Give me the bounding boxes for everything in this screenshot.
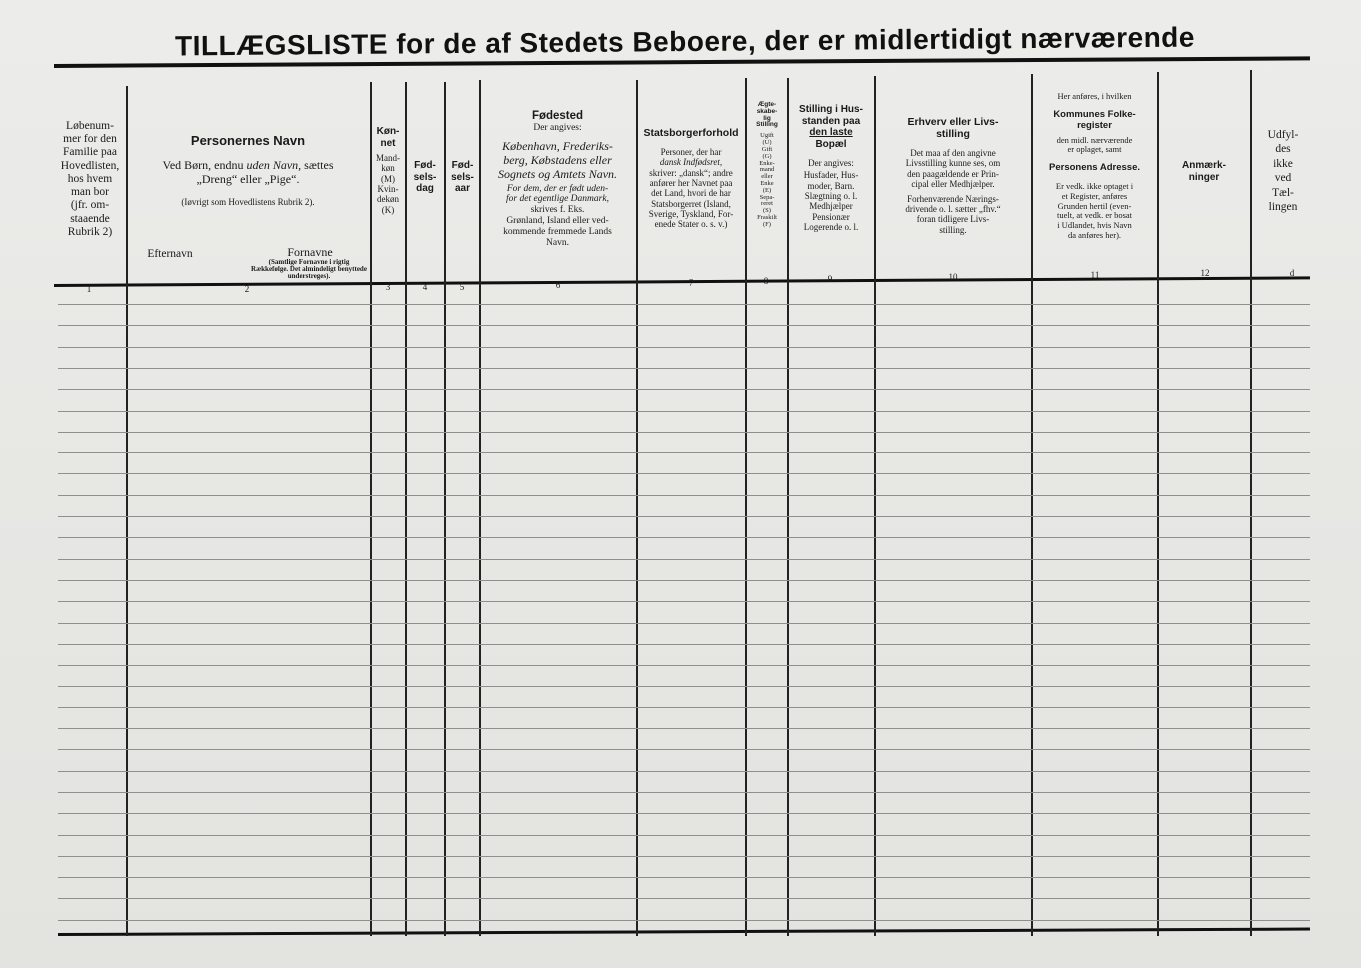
col4-line: dag <box>416 183 434 194</box>
col2-note: (Iøvrigt som Hovedlistens Rubrik 2). <box>181 196 315 207</box>
col11-number: 11 <box>1090 270 1100 280</box>
col13-line: Udfyl- <box>1267 129 1299 141</box>
col13-line: lingen <box>1268 200 1298 213</box>
form-row-line <box>58 686 1310 687</box>
col13-line: ikke <box>1273 157 1293 170</box>
column-divider <box>444 82 446 936</box>
col1-line: staaende <box>70 212 110 225</box>
col5-line: sels- <box>451 171 474 183</box>
col8-line: (E) <box>762 186 772 194</box>
col1-line: Løbenum- <box>66 120 114 132</box>
col1-line: Hovedlisten, <box>60 159 120 172</box>
col2-line2: „Dreng“ eller „Pige“. <box>196 171 300 186</box>
col6-line: kommende fremmede Lands <box>503 227 612 238</box>
col8-line: Sepa- <box>759 193 775 201</box>
col1-line: (jfr. om- <box>70 199 110 212</box>
column-divider <box>1157 72 1159 936</box>
col4-header <box>407 160 443 195</box>
col7-line: Sverige, Tyskland, For- <box>648 209 734 220</box>
form-row-line <box>58 559 1310 560</box>
form-row-line <box>58 580 1310 581</box>
col12-line: ninger <box>1188 171 1220 183</box>
col9-line: Pensionær <box>812 211 850 222</box>
col11-line: da anføres her). <box>1067 229 1122 240</box>
col2-header <box>130 134 366 207</box>
col8-heading: lig <box>763 114 771 122</box>
col8-line: (F) <box>763 220 771 228</box>
form-row-line <box>58 813 1310 814</box>
col6-line: Grønland, Island eller ved- <box>506 216 609 227</box>
col2-line1-italic: uden Navn, <box>246 157 302 172</box>
form-row-line <box>58 877 1310 878</box>
form-row-line <box>58 304 1310 305</box>
col8-line: (G) <box>762 152 772 160</box>
col4-line: Fød- <box>414 160 436 171</box>
col6-number: 6 <box>555 280 561 290</box>
col1-line: man bor <box>70 186 109 199</box>
col8-number: 8 <box>763 276 769 286</box>
col3-line: Kvin- <box>377 184 399 195</box>
col7-line: anfører her Navnet paa <box>649 178 733 189</box>
col1-line: Familie paa <box>63 146 117 159</box>
col13-line: ved <box>1274 172 1292 185</box>
col7-line: Personer, der har <box>660 147 722 158</box>
col5-line: aar <box>454 183 470 194</box>
col11-line: tuelt, at vedk. er bosat <box>1056 210 1133 221</box>
col2-sub-left: Efternavn <box>147 248 193 260</box>
form-row-line <box>58 389 1310 390</box>
col10-line: Livsstilling kunne ses, om <box>905 158 1001 169</box>
col9-number: 9 <box>827 274 833 284</box>
col6-line: skrives f. Eks. <box>530 205 585 216</box>
col13-header <box>1253 128 1313 214</box>
col12-line: Anmærk- <box>1182 160 1226 171</box>
col8-line: Gift <box>761 145 773 153</box>
col3-header <box>372 126 404 215</box>
form-row-line <box>58 920 1310 921</box>
form-row-line <box>58 835 1310 836</box>
col10-line: den paagældende er Prin- <box>907 168 999 179</box>
form-row-line <box>58 707 1310 708</box>
col1-line: hos hvem <box>67 172 113 185</box>
col10-heading: Erhverv eller Livs- <box>907 116 999 128</box>
form-row-line <box>58 432 1310 433</box>
col7-line: skriver: „dansk“; andre <box>649 167 733 178</box>
col8-line: Enke <box>760 179 774 187</box>
form-row-line <box>58 452 1310 453</box>
col11-line: et Register, anføres <box>1061 190 1128 201</box>
col9-heading: den laste <box>809 127 853 138</box>
col2-line1: Ved Børn, endnu <box>162 157 244 172</box>
form-row-line <box>58 411 1310 412</box>
col1-header <box>56 120 124 239</box>
col11-heading: register <box>1077 119 1112 131</box>
col10-line: stilling. <box>939 224 967 235</box>
col8-line: (S) <box>763 207 771 215</box>
col11-heading: Kommunes Folke- <box>1053 108 1136 120</box>
col9-sub: Der angives: <box>808 158 854 168</box>
col2-heading: Personernes Navn <box>190 133 306 148</box>
bottom-rule <box>58 928 1310 936</box>
col11-line: den midl. nærværende <box>1056 134 1133 145</box>
form-row-line <box>58 749 1310 750</box>
col3-line: dekøn <box>377 194 399 205</box>
col7-header <box>638 127 744 230</box>
form-row-line <box>58 856 1310 857</box>
col8-header <box>747 102 787 229</box>
col13-number: d <box>1289 268 1295 278</box>
col1-line: mer for den <box>63 133 117 146</box>
col13-line: des <box>1275 143 1291 156</box>
form-row-line <box>58 898 1310 899</box>
col3-number: 3 <box>385 282 391 292</box>
col3-line: (K) <box>381 204 395 215</box>
col5-number: 5 <box>459 282 465 292</box>
col10-line: Det maa af den angivne <box>910 148 996 159</box>
form-row-line <box>58 644 1310 645</box>
col1-line: Rubrik 2) <box>67 225 113 238</box>
form-row-line <box>58 325 1310 326</box>
col6-line: Sognets og Amtets Navn. <box>497 166 618 181</box>
col8-line: mand <box>759 166 775 174</box>
col7-heading: Statsborgerforhold <box>643 127 739 139</box>
col8-heading: skabe- <box>756 107 778 115</box>
col13-line: Tæl- <box>1272 186 1294 199</box>
form-row-line <box>58 792 1310 793</box>
col10-line: foran tidligere Livs- <box>916 214 990 225</box>
form-title: TILLÆGSLISTE for de af Stedets Beboere, der er midlertidigt nærværende <box>174 21 1196 62</box>
col10-header <box>876 116 1030 235</box>
form-row-line <box>58 771 1310 772</box>
form-row-line <box>58 623 1310 624</box>
col9-heading: Bopæl <box>815 138 847 150</box>
col2-line1-end: sættes <box>304 157 334 172</box>
col4-line: sels- <box>413 171 437 183</box>
col8-line: eller <box>761 173 773 181</box>
col6-line: for det egentlige Danmark, <box>506 194 609 205</box>
col10-line: cipal eller Medhjælper. <box>911 179 995 190</box>
col4-number: 4 <box>422 282 428 292</box>
col10-line: drivende o. l. sætter „fhv.“ <box>905 203 1001 214</box>
form-row-line <box>58 473 1310 474</box>
col6-sub: Der angives: <box>533 123 582 134</box>
col9-line: Husfader, Hus- <box>803 170 859 181</box>
col11-line: i Udlandet, hvis Navn <box>1057 220 1132 231</box>
col2-sub-right: Fornavne <box>287 245 333 259</box>
col11-line: Grunden hertil (even- <box>1057 200 1132 211</box>
col9-header <box>789 104 873 232</box>
col12-number: 12 <box>1200 268 1210 278</box>
col3-heading: Køn-net <box>376 126 400 149</box>
col10-number: 10 <box>948 272 958 282</box>
col11-top: Her anføres, i hvilken <box>1057 91 1132 101</box>
form-row-line <box>58 728 1310 729</box>
col8-line: Enke- <box>759 159 775 167</box>
col6-line: berg, Købstadens eller <box>503 152 612 167</box>
col9-heading: standen paa <box>801 115 861 127</box>
col5-header <box>446 160 479 195</box>
col8-line: (U) <box>762 139 772 147</box>
col2-number: 2 <box>244 284 250 294</box>
col3-line: køn <box>381 163 395 174</box>
form-row-line <box>58 516 1310 517</box>
col2-sub-right-note: (Samtlige Fornavne i rigtig Rækkefølge. Det almindeligt benyttede understreges). <box>251 258 367 280</box>
col8-heading: Stilling <box>756 121 778 129</box>
col5-line: Fød- <box>451 160 474 171</box>
col8-line: Ugift <box>760 132 774 140</box>
col7-line: Statsborgerret (Island, <box>651 198 731 209</box>
form-row-line <box>58 368 1310 369</box>
col11-line: Er vedk. ikke optaget i <box>1055 181 1134 192</box>
col8-line: reret <box>761 200 773 208</box>
col11-header <box>1033 92 1156 241</box>
col11-line: er oplaget, samt <box>1067 144 1122 155</box>
form-row-line <box>58 495 1310 496</box>
col9-line: Logerende o. l. <box>803 222 859 233</box>
col12-header <box>1159 160 1249 183</box>
col10-heading: stilling <box>936 128 970 141</box>
column-divider <box>405 82 407 936</box>
col6-line: For dem, der er født uden- <box>506 183 609 194</box>
col7-line: dansk Indfødsret, <box>659 157 723 168</box>
col6-line: København, Frederiks- <box>502 139 613 154</box>
col6-heading: Fødested <box>531 110 584 122</box>
col10-line: Forhenværende Nærings- <box>907 193 999 204</box>
form-row-line <box>58 601 1310 602</box>
col7-line: enede Stater o. s. v.) <box>654 219 728 230</box>
col9-line: moder, Barn. <box>807 180 855 191</box>
col9-heading: Stilling i Hus- <box>799 104 863 115</box>
col8-heading: Ægte- <box>757 101 777 108</box>
col6-line: Navn. <box>546 238 569 249</box>
col9-line: Medhjælper <box>809 201 853 212</box>
form-row-line <box>58 537 1310 538</box>
col3-line: (M) <box>381 173 395 184</box>
column-divider <box>1250 70 1252 936</box>
form-row-line <box>58 665 1310 666</box>
form-row-line <box>58 347 1310 348</box>
col9-line: Slægtning o. l. <box>804 191 858 202</box>
col1-number: 1 <box>86 284 92 294</box>
col7-line: det Land, hvori de har <box>651 188 731 199</box>
col11-heading2: Personens Adresse. <box>1049 162 1140 174</box>
col7-number: 7 <box>688 278 694 288</box>
col6-header <box>481 110 634 249</box>
column-divider <box>126 86 128 936</box>
col3-line: Mand- <box>376 153 400 163</box>
col8-line: Fraskilt <box>757 214 777 221</box>
